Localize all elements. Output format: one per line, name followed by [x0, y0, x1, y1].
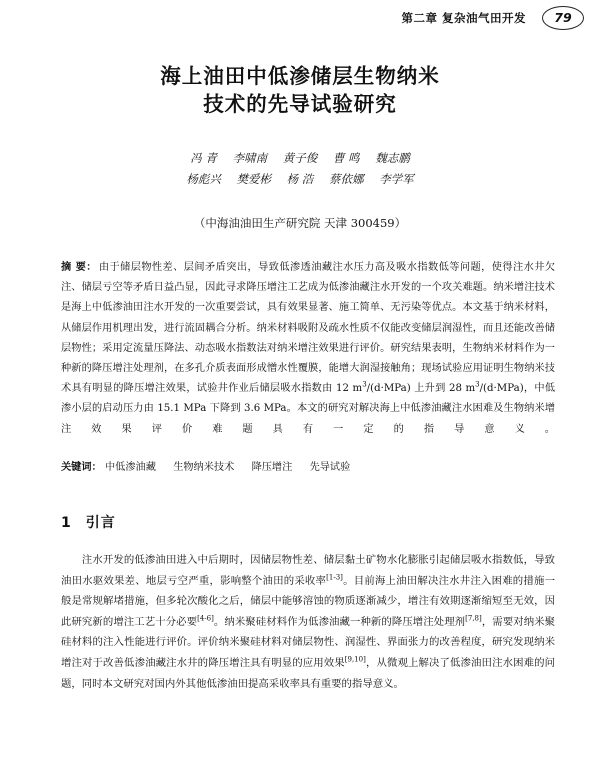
author: 杨彪兴 [186, 172, 221, 186]
author: 樊爱彬 [236, 172, 272, 186]
body-text [61, 550, 555, 694]
body-paragraph [61, 550, 555, 694]
section-title: 引言 [85, 515, 116, 531]
superscript: 3 [475, 380, 480, 389]
body-text-run: 。纳米聚硅材料作为低渗油藏一种新的降压增注处理剂 [213, 615, 466, 628]
citation: [4-6] [197, 614, 214, 623]
author: 杨 浩 [286, 172, 314, 186]
author-row-1 [0, 148, 600, 169]
author-row-2 [0, 169, 600, 190]
author: 魏志鹏 [375, 151, 410, 165]
page-number: 79 [542, 6, 584, 30]
section-heading [61, 512, 116, 532]
keyword: 生物纳米技术 [173, 462, 235, 473]
section-number: 1 [61, 515, 72, 531]
keyword: 降压增注 [251, 462, 293, 473]
page-header [0, 6, 600, 34]
running-head: 第二章 复杂油气田开发 [401, 11, 526, 25]
keyword: 中低渗油藏 [105, 462, 156, 473]
body-text-run: 注水开发的低渗油田进入中后期时，因储层物性差、储层黏土矿物水化膨胀引起储层吸水指数低，导致油田水驱效果差、地层亏空严重，影响整个油田的采收率 [61, 554, 555, 587]
superscript: 3 [362, 380, 367, 389]
title-line-2: 技术的先导试验研究 [203, 92, 397, 116]
body-text-run: 。目前海上油田解决注水井注入困难的措施一般是常规解堵措施，但多轮次酸化之后，储层中能够溶蚀的物质逐渐减少，增注有效期逐渐缩短至无效，因此研究新的增注工艺十分必要 [61, 574, 556, 628]
keywords [61, 458, 555, 473]
abstract-text: 由于储层物性差、层间矛盾突出，导致低渗透油藏注水压力高及吸水指数低等问题，使得注水井欠注、储层亏空等矛盾日益凸显，因此寻求降压增注工艺成为低渗油藏注水开发的一个攻关难题。纳米增注技术是海上中低渗油田注水开发的一次重要尝试，具有效果显著、施工简单、无污染等优点。本文基于纳米材料，从储层作用机理出发，进行流固耦合分析。纳米材料吸附及疏水性质不仅能改变储层润湿性，而且还能改善储层物性；采用定流量压降法、动态吸水指数法对纳米增注效果进行评价。研究结果表明，生物纳米材料作为一种新的降压增注处理剂，在多孔介质表面形成憎水性覆膜，能增大润湿接触角；现场试验应用证明生物纳米技术具有明显的降压增注效果，试验井作业后储层吸水指数由 12 m [61, 262, 556, 395]
abstract-label: 摘 要： [61, 262, 97, 273]
author: 李啸南 [232, 151, 268, 165]
keyword: 先导试验 [309, 462, 351, 473]
abstract-paragraph [61, 258, 555, 440]
abstract-text: /(d·MPa) 上升到 28 m [366, 383, 476, 395]
author: 黄子俊 [282, 151, 318, 165]
abstract-text: /(d·MPa)，中低渗小层的启动压力由 15.1 MPa 下降到 3.6 MPa。本文的研究对解决海上中低渗油藏注水困难及生物纳米增注效果评价难题具有一定的指导意义。 [61, 383, 556, 435]
body-text-run: ，需要对纳米聚硅材料的注入性能进行评价。评价纳米聚硅材料对储层物性、润湿性、界面张力的改善程度，研究发现纳米增注对于改善低渗油藏注水井的降压增注具有明显的应用效果 [61, 615, 556, 669]
citation: [7,8] [465, 614, 482, 623]
title-line-1: 海上油田中低渗储层生物纳米 [160, 64, 440, 88]
citation: [1-3] [326, 573, 343, 582]
author: 李学军 [379, 172, 414, 186]
paper-title [0, 62, 600, 118]
body-text-run: ，从微观上解决了低渗油田注水困难的问题，同时本文研究对国内外其他低渗油田提高采收率具有重要的指导意义。 [61, 656, 556, 690]
keywords-label: 关键词： [61, 462, 102, 473]
citation: [9,10] [344, 655, 366, 664]
author-list [0, 148, 600, 190]
author: 蔡依娜 [328, 172, 364, 186]
affiliation: （中海油油田生产研究院 天津 300459） [193, 216, 407, 230]
abstract [61, 258, 555, 440]
author: 冯 青 [190, 151, 217, 165]
author: 曹 鸣 [332, 151, 360, 165]
